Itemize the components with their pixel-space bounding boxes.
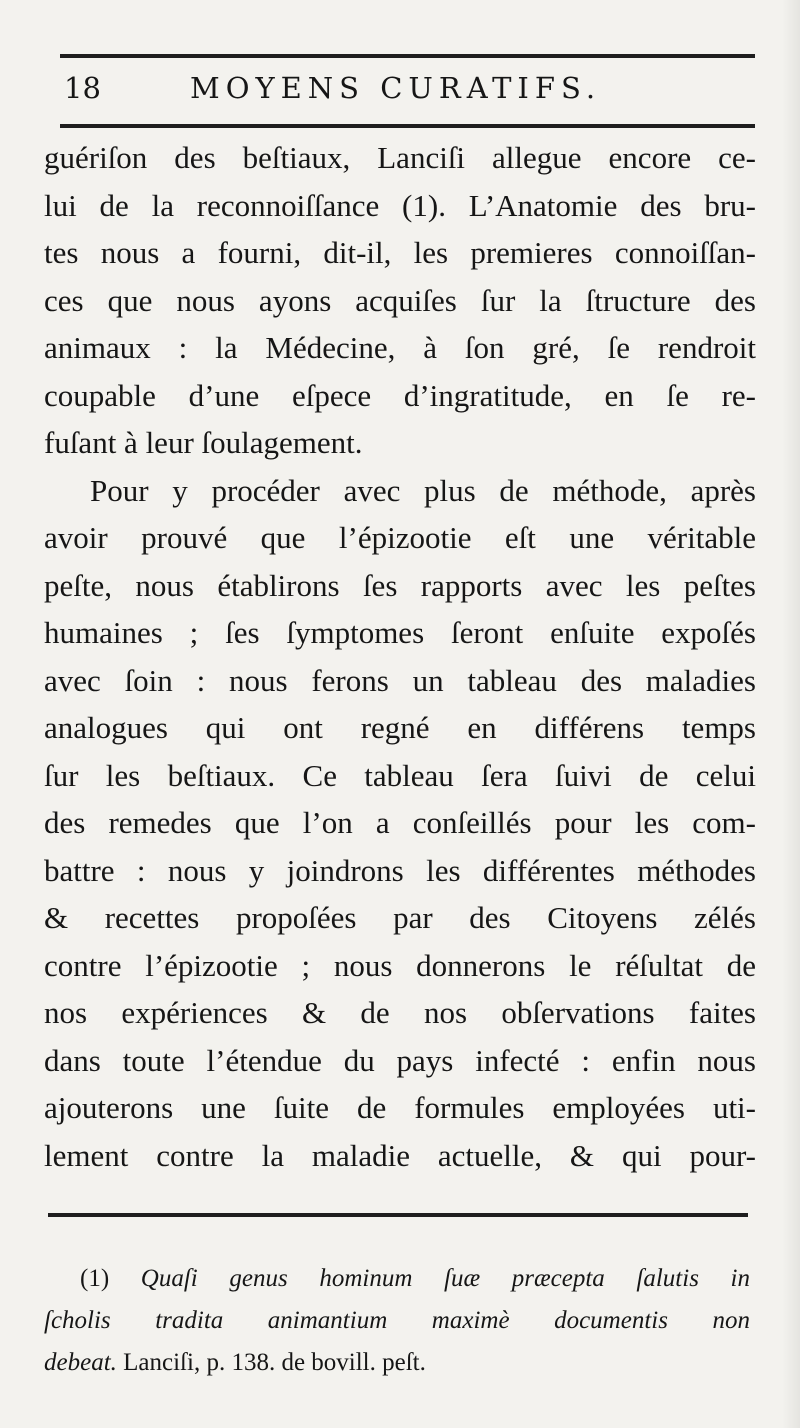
text-line: guériſon des beſtiaux, Lanciſi allegue encore ce- [44, 140, 756, 175]
text-line: ajouterons une ſuite de formules employées uti- [44, 1090, 756, 1125]
text-line: ces que nous ayons acquiſes ſur la ſtructure des [44, 282, 756, 318]
text-line: battre : nous y joindrons les différentes méthodes [44, 852, 756, 888]
footnote-rule [48, 1213, 748, 1217]
text-line: coupable d’une eſpece d’ingratitude, en ſe re- [44, 377, 756, 413]
text-line: analogues qui ont regné en différens temps [44, 710, 756, 745]
footnote-line-2: ſcholis tradita animantium maximè documentis non [44, 1307, 750, 1334]
header-top-rule [60, 54, 755, 58]
text-line: contre l’épizootie ; nous donnerons le réſultat de [44, 947, 756, 983]
paragraph-2 [44, 467, 764, 1180]
running-header [60, 66, 760, 114]
text-line: des remedes que l’on a conſeillés pour les com- [44, 805, 756, 840]
page-number: 18 [64, 71, 101, 105]
text-line: tes nous a fourni, dit-il, les premieres connoiſſan- [44, 235, 756, 270]
footnote-line-1 [44, 1258, 750, 1300]
running-title: MOYENS CURATIFS. [190, 71, 602, 105]
text-line: lui de la reconnoiſſance (1). L’Anatomie des bru- [44, 187, 756, 223]
text-line: lement contre la maladie actuelle, & qui pour- [44, 1137, 756, 1173]
footnote-line-3 [44, 1342, 750, 1384]
text-line: & recettes propoſées par des Citoyens zélés [44, 900, 756, 935]
text-line: humaines ; ſes ſymptomes ſeront enſuite expoſés [44, 615, 756, 650]
text-line: ſur les beſtiaux. Ce tableau ſera ſuivi de celui [44, 757, 756, 793]
text-line: animaux : la Médecine, à ſon gré, ſe rendroit [44, 330, 756, 365]
text-line: avoir prouvé que l’épizootie eſt une véritable [44, 520, 756, 555]
page-edge-shadow [782, 0, 800, 1428]
footnote-quote-end: debeat. [44, 1349, 117, 1376]
footnote [44, 1258, 756, 1384]
header-bottom-rule [60, 124, 755, 128]
paragraph-1 [44, 134, 764, 467]
text-line: fuſant à leur ſoulagement. [44, 425, 363, 460]
footnote-marker: (1) [80, 1265, 110, 1292]
footnote-quote-1: Quaſi genus hominum ſuæ præcepta ſalutis in [140, 1265, 751, 1292]
text-line: peſte, nous établirons ſes rapports avec les peſtes [44, 567, 756, 603]
body-text [44, 134, 764, 1179]
text-line: avec ſoin : nous ferons un tableau des maladies [44, 662, 756, 698]
text-line: nos expériences & de nos obſervations faites [44, 995, 756, 1030]
footnote-citation: Lanciſi, p. 138. de bovill. peſt. [116, 1349, 426, 1376]
text-line: Pour y procéder avec plus de méthode, après [90, 472, 756, 508]
text-line: dans toute l’étendue du pays infecté : enfin nous [44, 1042, 756, 1078]
